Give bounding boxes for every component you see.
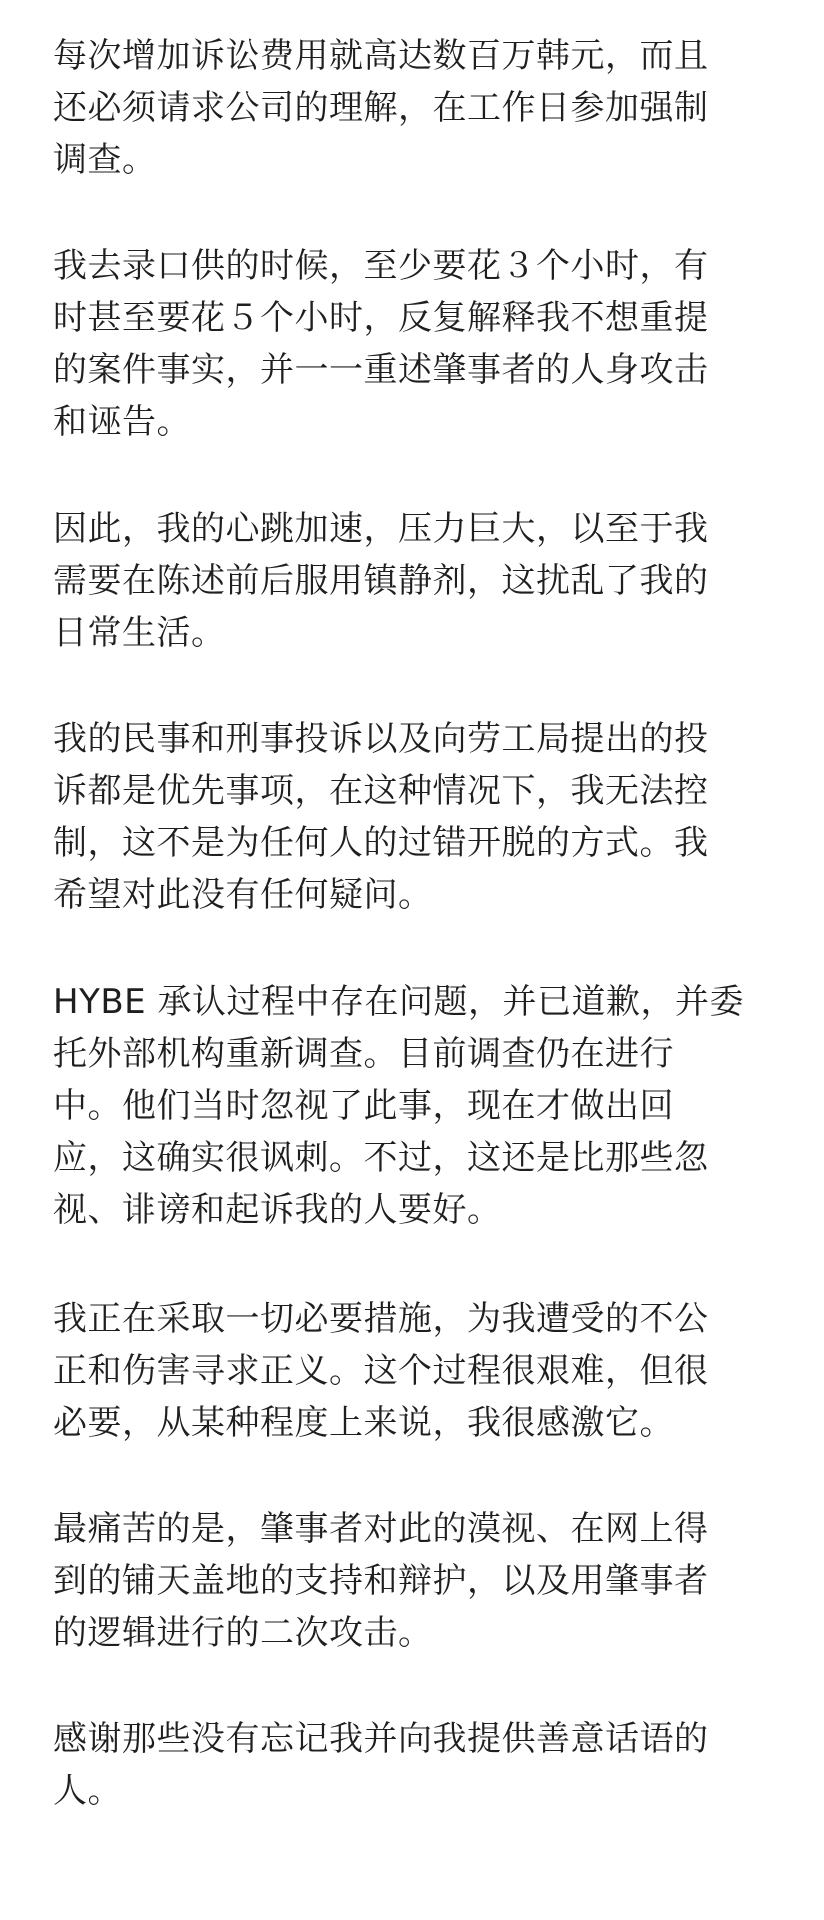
text-line: 日常生活。 — [53, 613, 226, 653]
text-line: 中。他们当时忽视了此事，现在才做出回 — [53, 1086, 674, 1126]
text-line: 制，这不是为任何人的过错开脱的方式。我 — [53, 823, 709, 863]
paragraph-2 — [53, 240, 773, 448]
text-line: 应，这确实很讽刺。不过，这还是比那些忽 — [53, 1138, 709, 1178]
text-line: 诉都是优先事项，在这种情况下，我无法控 — [53, 771, 709, 811]
text-line: 正和伤害寻求正义。这个过程很艰难，但很 — [53, 1351, 709, 1391]
paragraph-1 — [53, 30, 773, 186]
text-line: 必要，从某种程度上来说，我很感激它。 — [53, 1403, 674, 1443]
paragraph-7 — [53, 1503, 773, 1659]
paragraph-6 — [53, 1293, 773, 1449]
text-line: 到的铺天盖地的支持和辩护，以及用肇事者 — [53, 1561, 709, 1601]
text-line: 最痛苦的是，肇事者对此的漠视、在网上得 — [53, 1509, 709, 1549]
text-line: 托外部机构重新调查。目前调查仍在进行 — [53, 1034, 674, 1074]
text-line: HYBE 承认过程中存在问题，并已道歉，并委 — [53, 982, 744, 1022]
text-line: 视、诽谤和起诉我的人要好。 — [53, 1190, 502, 1230]
paragraph-4 — [53, 713, 773, 921]
text-line: 需要在陈述前后服用镇静剂，这扰乱了我的 — [53, 561, 709, 601]
text-line: 我去录口供的时候，至少要花３个小时，有 — [53, 246, 709, 286]
text-line: 还必须请求公司的理解，在工作日参加强制 — [53, 88, 709, 128]
paragraph-8 — [53, 1713, 773, 1817]
text-line: 的逻辑进行的二次攻击。 — [53, 1613, 433, 1653]
text-line: 时甚至要花５个小时，反复解释我不想重提 — [53, 298, 709, 338]
paragraph-3 — [53, 503, 773, 659]
text-line: 人。 — [53, 1771, 122, 1811]
text-line: 的案件事实，并一一重述肇事者的人身攻击 — [53, 350, 709, 390]
paragraph-5 — [53, 976, 773, 1236]
text-line: 希望对此没有任何疑问。 — [53, 875, 433, 915]
text-line: 感谢那些没有忘记我并向我提供善意话语的 — [53, 1719, 709, 1759]
text-line: 调查。 — [53, 140, 157, 180]
text-line: 每次增加诉讼费用就高达数百万韩元，而且 — [53, 36, 709, 76]
text-line: 我的民事和刑事投诉以及向劳工局提出的投 — [53, 719, 709, 759]
text-line: 我正在采取一切必要措施，为我遭受的不公 — [53, 1299, 709, 1339]
text-line: 和诬告。 — [53, 402, 191, 442]
text-line: 因此，我的心跳加速，压力巨大，以至于我 — [53, 509, 709, 549]
